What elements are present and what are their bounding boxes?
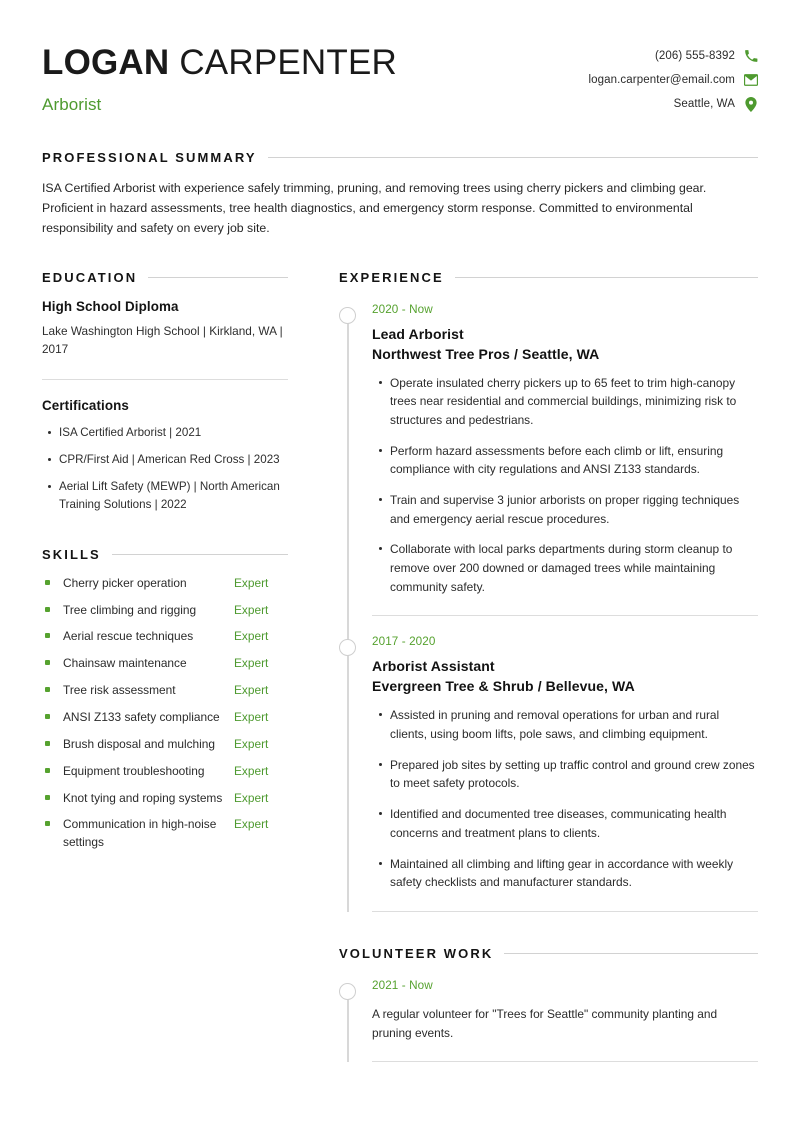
- professional-summary-section: [42, 150, 758, 239]
- contact-location-value: Seattle, WA: [673, 98, 735, 110]
- volunteer-section: [339, 946, 758, 1062]
- list-item: [42, 736, 288, 754]
- first-name: LOGAN: [42, 43, 170, 82]
- experience-date: 2020 - Now: [372, 302, 433, 316]
- experience-section-heading: [339, 270, 758, 285]
- certifications-heading: Certifications: [42, 397, 129, 413]
- skill-level: Expert: [234, 575, 269, 590]
- summary-text: ISA Certified Arborist with experience safely trimming, pruning, and removing trees using cherry pickers and climbing gear. Proficient in hazard assessments, tree health diagnostics, and emergency storm response. Committed to environmental responsibility and safety on every job site.: [42, 180, 707, 235]
- job-title: Arborist: [42, 94, 102, 114]
- list-item: Operate insulated cherry pickers up to 65 feet to trim high-canopy trees near residential and commercial buildings, minimizing risk to structures and pedestrians.: [390, 374, 758, 430]
- list-item: ISA Certified Arborist | 2021: [59, 424, 288, 442]
- experience-entry: [339, 635, 758, 892]
- list-item: Aerial Lift Safety (MEWP) | North American Training Solutions | 2022: [59, 478, 288, 514]
- volunteer-text: A regular volunteer for "Trees for Seattle" community planting and pruning events.: [372, 1006, 718, 1040]
- volunteer-heading-text: VOLUNTEER WORK: [339, 945, 494, 961]
- experience-timeline: [339, 303, 758, 912]
- skills-heading-text: SKILLS: [42, 546, 101, 562]
- entry-divider: [372, 1061, 758, 1062]
- skills-list: [42, 575, 288, 852]
- skill-level: Expert: [234, 709, 269, 724]
- experience-date: 2017 - 2020: [372, 635, 436, 649]
- resume-body: [42, 270, 758, 1082]
- experience-bullets: [372, 374, 758, 597]
- skill-name: Knot tying and roping systems: [63, 790, 223, 805]
- skill-bullet-icon: [45, 633, 50, 638]
- education-degree: High School Diploma: [42, 298, 179, 314]
- list-item: CPR/First Aid | American Red Cross | 2023: [59, 451, 288, 469]
- volunteer-entry: [339, 979, 758, 1042]
- timeline-dot-icon: [339, 307, 356, 324]
- entry-divider: [372, 615, 758, 616]
- list-item: Collaborate with local parks departments during storm cleanup to remove over 200 downed or damaged trees while maintaining community safety.: [390, 540, 758, 596]
- education-section-heading: [42, 270, 288, 285]
- skill-bullet-icon: [45, 714, 50, 719]
- timeline-dot-icon: [339, 639, 356, 656]
- skill-level: Expert: [234, 602, 269, 617]
- heading-rule: [148, 277, 288, 278]
- education-meta: Lake Washington High School | Kirkland, WA | 2017: [42, 323, 283, 357]
- skill-name: Cherry picker operation: [63, 575, 187, 590]
- timeline-dot-icon: [339, 983, 356, 1000]
- experience-section: [339, 270, 758, 912]
- list-item: Train and supervise 3 junior arborists on proper rigging techniques and emergency aerial rescue procedures.: [390, 491, 758, 528]
- contact-location[interactable]: [674, 97, 758, 111]
- skill-name: Brush disposal and mulching: [63, 736, 216, 751]
- page-title: [42, 44, 397, 82]
- skill-name: ANSI Z133 safety compliance: [63, 709, 220, 724]
- skill-bullet-icon: [45, 821, 50, 826]
- heading-rule: [455, 277, 758, 278]
- summary-heading-text: PROFESSIONAL SUMMARY: [42, 149, 257, 165]
- contact-phone[interactable]: [655, 49, 758, 63]
- location-pin-icon: [744, 97, 758, 111]
- resume-header: [42, 36, 758, 115]
- skills-section: [42, 547, 288, 852]
- volunteer-timeline: [339, 979, 758, 1062]
- list-item: [42, 709, 288, 727]
- skills-section-heading: [42, 547, 288, 562]
- section-divider: [42, 379, 288, 380]
- left-column: [42, 270, 288, 862]
- skill-level: Expert: [234, 763, 269, 778]
- skill-name: Tree climbing and rigging: [63, 602, 197, 617]
- right-column: [339, 270, 758, 1082]
- list-item: Perform hazard assessments before each climb or lift, ensuring compliance with city regulations and ANSI Z133 standards.: [390, 442, 758, 479]
- entry-divider: [372, 911, 758, 912]
- last-name: CARPENTER: [179, 43, 397, 82]
- volunteer-date: 2021 - Now: [372, 978, 433, 992]
- certifications-list: [42, 424, 288, 514]
- list-item: [42, 682, 288, 700]
- education-section: [42, 270, 288, 514]
- list-item: Identified and documented tree diseases, communicating health concerns and treatment plans to clients.: [390, 805, 758, 842]
- contact-block: [589, 42, 759, 111]
- skill-level: Expert: [234, 736, 269, 751]
- name-block: [42, 42, 397, 115]
- list-item: [42, 655, 288, 673]
- skill-level: Expert: [234, 683, 269, 698]
- email-icon: [744, 73, 758, 87]
- skill-bullet-icon: [45, 741, 50, 746]
- experience-bullets: [372, 706, 758, 892]
- heading-rule: [268, 157, 758, 158]
- phone-icon: [744, 49, 758, 63]
- experience-role: Arborist Assistant: [372, 658, 495, 675]
- skill-bullet-icon: [45, 580, 50, 585]
- list-item: [42, 816, 288, 852]
- education-heading-text: EDUCATION: [42, 269, 138, 285]
- skill-name: Communication in high-noise settings: [63, 817, 217, 850]
- experience-company: Northwest Tree Pros / Seattle, WA: [372, 345, 600, 362]
- summary-section-heading: [42, 150, 758, 165]
- skill-bullet-icon: [45, 660, 50, 665]
- experience-heading-text: EXPERIENCE: [339, 269, 444, 285]
- education-entry: [42, 299, 288, 359]
- list-item: Prepared job sites by setting up traffic control and ground crew zones to meet safety protocols.: [390, 756, 758, 793]
- experience-company: Evergreen Tree & Shrub / Bellevue, WA: [372, 678, 635, 695]
- skill-level: Expert: [234, 790, 269, 805]
- list-item: [42, 763, 288, 781]
- skill-level: Expert: [234, 629, 269, 644]
- contact-email[interactable]: [589, 73, 759, 87]
- skill-bullet-icon: [45, 607, 50, 612]
- skill-bullet-icon: [45, 795, 50, 800]
- heading-rule: [112, 554, 288, 555]
- list-item: Maintained all climbing and lifting gear in accordance with weekly safety checklists and manufacturer standards.: [390, 855, 758, 892]
- skill-name: Aerial rescue techniques: [63, 629, 194, 644]
- skill-name: Equipment troubleshooting: [63, 763, 205, 778]
- list-item: [42, 575, 288, 593]
- skill-name: Tree risk assessment: [63, 683, 176, 698]
- skill-level: Expert: [234, 817, 269, 832]
- contact-email-value: logan.carpenter@email.com: [588, 74, 735, 86]
- list-item: [42, 602, 288, 620]
- list-item: [42, 628, 288, 646]
- skill-level: Expert: [234, 656, 269, 671]
- skill-bullet-icon: [45, 768, 50, 773]
- skill-name: Chainsaw maintenance: [63, 656, 187, 671]
- contact-phone-value: (206) 555-8392: [654, 50, 735, 62]
- experience-role: Lead Arborist: [372, 325, 464, 342]
- list-item: [42, 790, 288, 808]
- skill-bullet-icon: [45, 687, 50, 692]
- heading-rule: [504, 953, 758, 954]
- experience-entry: [339, 303, 758, 597]
- volunteer-section-heading: [339, 946, 758, 961]
- list-item: Assisted in pruning and removal operations for urban and rural clients, using boom lifts, pole saws, and climbing equipment.: [390, 706, 758, 743]
